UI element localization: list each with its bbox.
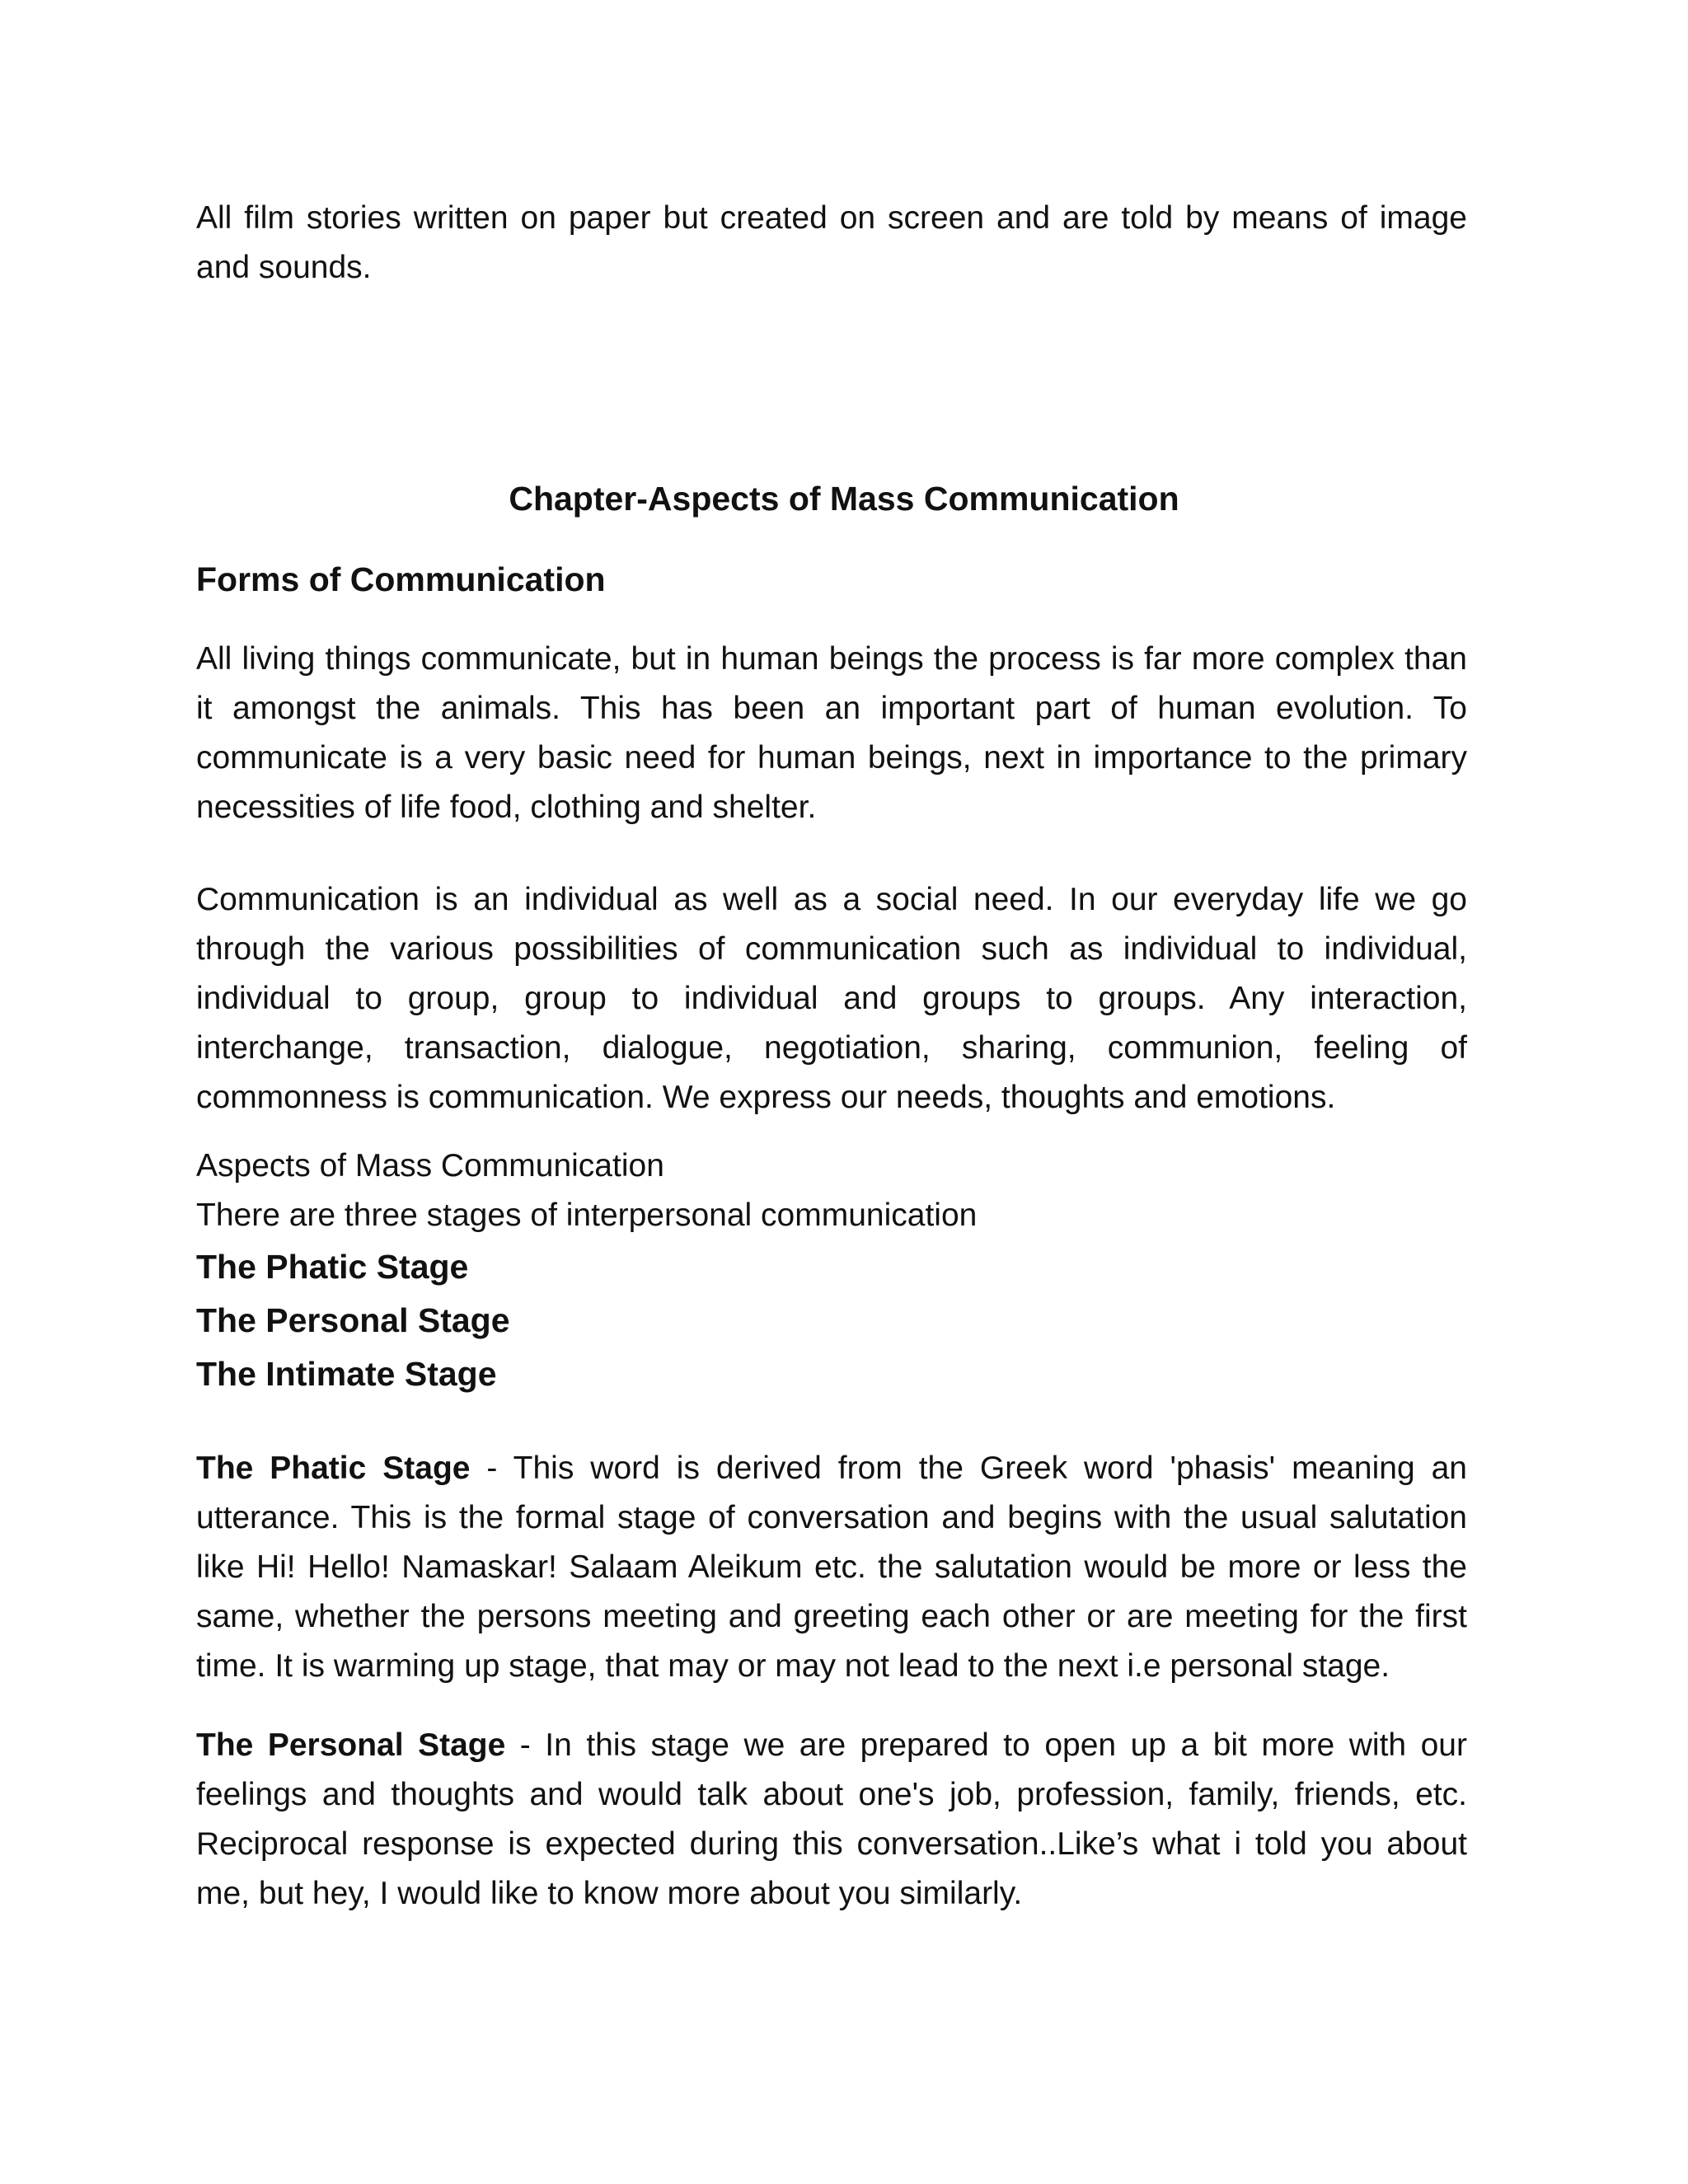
phatic-description: - This word is derived from the Greek word 'phasis' meaning an utterance. This is the formal stage of conversation and begins with the usual salutation like Hi! Hello! Namaskar! Salaam Aleikum etc. the salutation would be more or less the same, whether the persons meeting and greeting each other or are meeting for the first time. It is warming up stage, that may or may not lead to the next i.e personal stage. — [196, 1451, 1468, 1684]
aspects-section — [196, 1141, 1467, 1401]
personal-term: The Personal Stage — [196, 1727, 506, 1763]
phatic-paragraph — [196, 1444, 1467, 1691]
forms-heading: Forms of Communication — [196, 560, 606, 598]
forms-paragraph-2: Communication is an individual as well as a social need. In our everyday life we go through the various possibilities of communication such as individual to individual, individual to group, group to individual and groups to groups. Any interaction, interchange, transaction, dialogue, negotiation, sharing, communion, feeling of commonness is communication. We express our needs, thoughts and emotions. — [196, 882, 1467, 1115]
intro-paragraph: All film stories written on paper but created on screen and are told by means of image and sounds. — [196, 200, 1467, 285]
chapter-title: Chapter-Aspects of Mass Communication — [509, 480, 1179, 518]
stage-list-item-personal: The Personal Stage — [196, 1301, 510, 1339]
personal-description: - In this stage we are prepared to open up a bit more with our feelings and thoughts and would talk about one's job, profession, family, friends, etc. Reciprocal response is expected during this conversation..Like’s what i told you about me, but hey, I would like to know more about you similarly. — [196, 1727, 1467, 1911]
stage-list-item-intimate: The Intimate Stage — [196, 1355, 497, 1393]
phatic-term: The Phatic Stage — [196, 1451, 471, 1486]
aspects-label: Aspects of Mass Communication — [196, 1148, 664, 1183]
stage-list-item-phatic: The Phatic Stage — [196, 1248, 469, 1286]
personal-paragraph — [196, 1721, 1467, 1919]
aspects-intro: There are three stages of interpersonal communication — [196, 1197, 978, 1233]
forms-paragraph-1: All living things communicate, but in human beings the process is far more complex than it amongst the animals. This has been an important part of human evolution. To communicate is a very basic need for human beings, next in importance to the primary necessities of life food, clothing and shelter. — [196, 641, 1467, 825]
